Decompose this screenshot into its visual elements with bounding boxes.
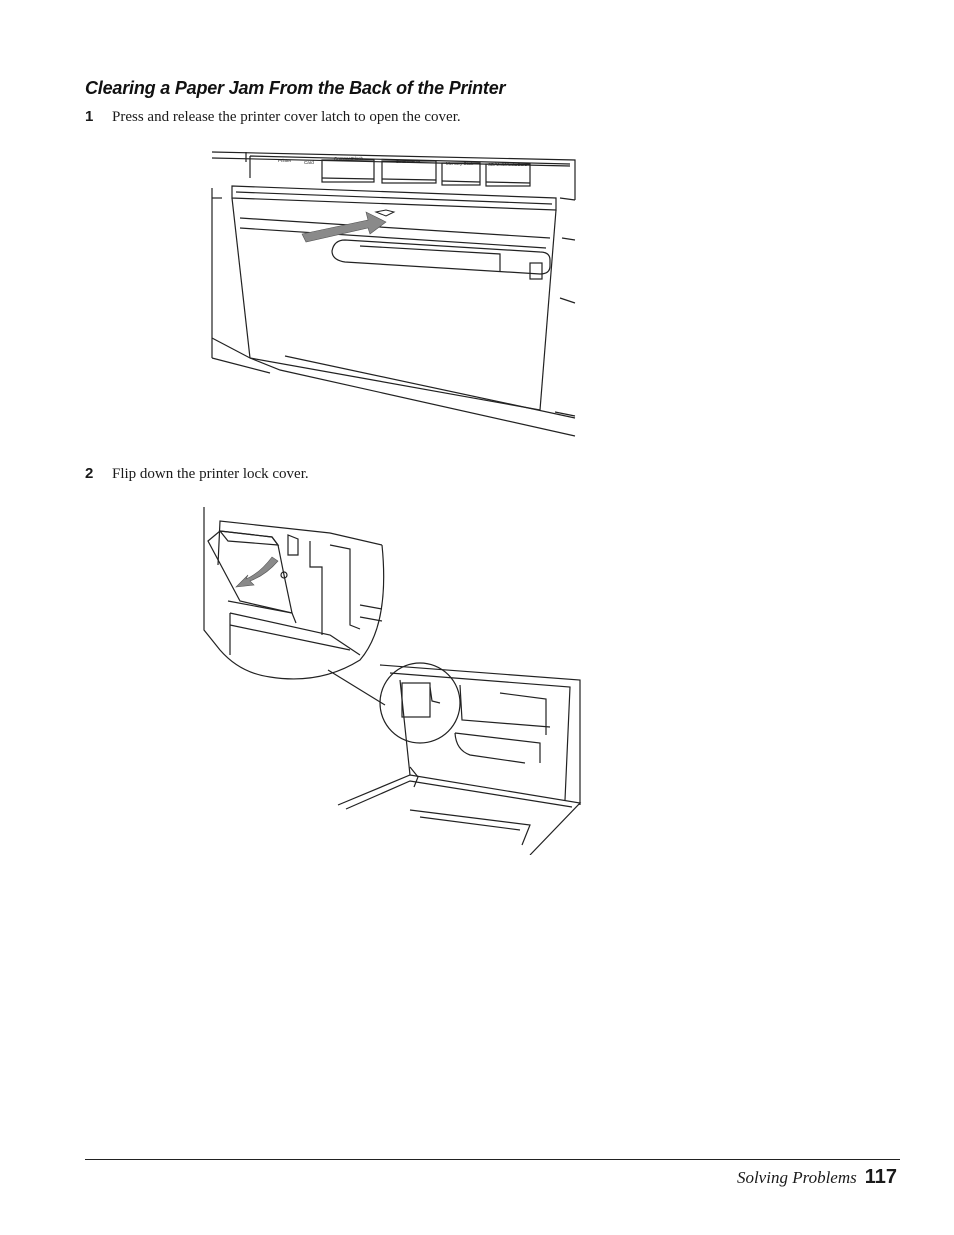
panel-label: SmartMedia xyxy=(396,159,421,164)
printer-cover-illustration xyxy=(210,148,580,438)
panel-label: Memory Stick xyxy=(446,161,474,166)
section-heading: Clearing a Paper Jam From the Back of the Printer xyxy=(85,78,506,98)
lock-cover-illustration xyxy=(200,505,590,855)
step-number: 1 xyxy=(85,108,94,125)
page-footer xyxy=(737,1166,897,1189)
page-number: 117 xyxy=(864,1166,897,1188)
footer-section-title: Solving Problems xyxy=(736,1168,857,1187)
step-number: 2 xyxy=(85,465,94,482)
step-text: Flip down the printer lock cover. xyxy=(112,466,309,482)
push-arrow-icon xyxy=(302,212,386,242)
panel-label: CompactFlash xyxy=(334,156,364,161)
step-text: Press and release the printer cover latch to open the cover. xyxy=(112,109,461,125)
panel-label: SD/MultiMediaCard xyxy=(488,162,528,167)
panel-label: Card xyxy=(304,160,314,165)
rotate-arrow-icon xyxy=(236,557,278,587)
footer-rule xyxy=(85,1159,900,1160)
panel-label: Printer xyxy=(278,158,292,163)
